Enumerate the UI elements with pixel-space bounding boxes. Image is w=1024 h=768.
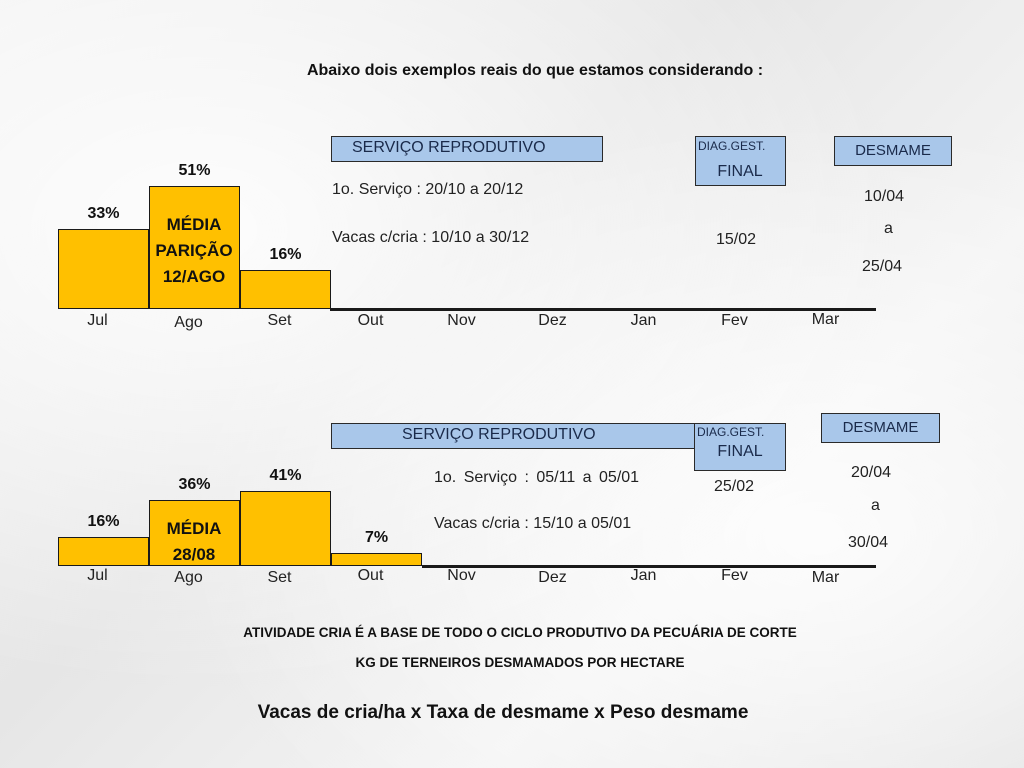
diag-final-label-2: FINAL <box>717 443 763 460</box>
diag-date-1: 15/02 <box>716 231 757 248</box>
month-label-jan: Jan <box>630 312 657 329</box>
month-label-jul: Jul <box>87 567 108 584</box>
desmame-box-1: DESMAME <box>834 136 952 166</box>
baseline-axis <box>330 308 876 311</box>
media-paricao-label-2 <box>148 516 240 568</box>
value-label-set: 16% <box>269 246 302 263</box>
desmame-to-2: 30/04 <box>848 534 889 551</box>
desmame-a-2: a <box>871 497 880 514</box>
vacas-cria-text-1: Vacas c/cria : 10/10 a 30/12 <box>332 229 530 246</box>
footer-line-2: KG DE TERNEIROS DESMAMADOS POR HECTARE <box>355 655 685 670</box>
primeiro-servico-text-2: 1o. Serviço : 05/11 a 05/01 <box>434 469 640 486</box>
media-line: PARIÇÃO <box>155 241 233 260</box>
month-label-out: Out <box>357 312 384 329</box>
vacas-cria-text-2: Vacas c/cria : 15/10 a 05/01 <box>434 515 632 532</box>
month-label-ago: Ago <box>174 569 203 586</box>
value-label-ago: 36% <box>178 476 211 493</box>
diag-date-2: 25/02 <box>714 478 755 495</box>
value-label-jul: 16% <box>87 513 120 530</box>
servico-reprodutivo-box-2: SERVIÇO REPRODUTIVO <box>331 423 785 449</box>
month-label-ago: Ago <box>174 314 203 331</box>
month-label-out: Out <box>357 567 384 584</box>
month-label-jan: Jan <box>630 567 657 584</box>
bar-set <box>240 270 331 309</box>
media-line: MÉDIA <box>166 519 222 538</box>
value-label-out: 7% <box>364 529 389 546</box>
value-label-jul: 33% <box>87 205 120 222</box>
month-label-fev: Fev <box>721 312 748 329</box>
media-line: MÉDIA <box>166 215 222 234</box>
month-label-mar: Mar <box>811 311 840 328</box>
footer-formula: Vacas de cria/ha x Taxa de desmame x Peso desmame <box>257 702 749 723</box>
bar-set <box>240 491 331 566</box>
bar-out <box>331 553 422 566</box>
month-label-dez: Dez <box>538 569 567 586</box>
diag-gest-box-1 <box>695 136 786 186</box>
month-label-dez: Dez <box>538 312 567 329</box>
footer-line-1: ATIVIDADE CRIA É A BASE DE TODO O CICLO PRODUTIVO DA PECUÁRIA DE CORTE <box>243 625 797 640</box>
month-label-nov: Nov <box>447 312 476 329</box>
media-line: 12/AGO <box>162 267 226 286</box>
diag-gest-label-1: DIAG.GEST. <box>698 139 766 153</box>
month-label-nov: Nov <box>447 567 476 584</box>
diag-gest-label-2: DIAG.GEST. <box>697 425 765 439</box>
desmame-a-1: a <box>884 220 893 237</box>
servico-reprodutivo-box-1: SERVIÇO REPRODUTIVO <box>331 136 603 162</box>
desmame-box-2: DESMAME <box>821 413 940 443</box>
value-label-set: 41% <box>269 467 302 484</box>
month-label-jul: Jul <box>87 312 108 329</box>
diag-gest-box-2 <box>694 423 786 471</box>
bar-jul <box>58 229 149 309</box>
page-title: Abaixo dois exemplos reais do que estamos considerando : <box>306 62 764 79</box>
month-label-set: Set <box>267 569 292 586</box>
desmame-from-2: 20/04 <box>851 464 892 481</box>
media-line: 28/08 <box>172 545 216 564</box>
diag-final-label-1: FINAL <box>717 163 763 180</box>
primeiro-servico-text-1: 1o. Serviço : 20/10 a 20/12 <box>332 181 524 198</box>
desmame-from-1: 10/04 <box>864 188 905 205</box>
month-label-set: Set <box>267 312 292 329</box>
media-paricao-label-1 <box>148 212 240 290</box>
desmame-to-1: 25/04 <box>862 258 903 275</box>
month-label-mar: Mar <box>811 569 840 586</box>
bar-jul <box>58 537 149 566</box>
value-label-ago: 51% <box>178 162 211 179</box>
month-label-fev: Fev <box>721 567 748 584</box>
